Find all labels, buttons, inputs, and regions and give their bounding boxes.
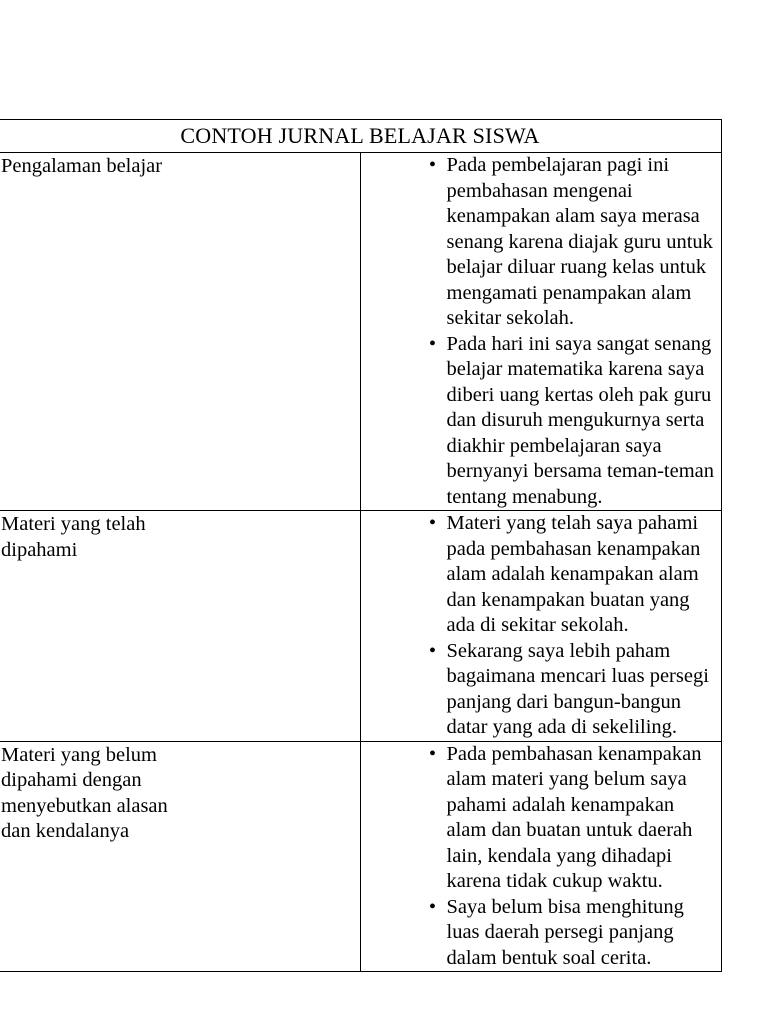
bullet-icon: •	[428, 742, 437, 765]
table-title: CONTOH JURNAL BELAJAR SISWA	[0, 120, 722, 153]
list-item-text: Pada pembahasan kenampakan alam materi yang belum saya pahami adalah kenampakan alam dan buatan untuk daerah lain, kendala yang dihadapi karena tidak cukup waktu.	[446, 742, 702, 892]
list-item	[428, 332, 718, 511]
bullet-list	[361, 153, 718, 510]
list-item	[428, 639, 718, 741]
list-item-text: Pada hari ini saya sangat senang belajar matematika karena saya diberi uang kertas oleh pak guru dan disuruh mengukurnya serta diakhir pembelajaran saya bernyanyi bersama teman-teman tentang menabung.	[446, 332, 715, 508]
list-item	[428, 895, 718, 972]
bullet-icon: •	[428, 154, 437, 176]
row-content-cell	[360, 153, 722, 511]
row-label-cell	[0, 153, 360, 511]
journal-table	[0, 119, 722, 972]
bullet-list	[361, 742, 718, 972]
table-title-row	[0, 120, 722, 153]
row-label-cell	[0, 511, 360, 742]
bullet-icon: •	[428, 895, 437, 918]
bullet-icon: •	[428, 512, 437, 534]
row-label: Pengalaman belajar	[1, 155, 163, 177]
row-content-cell	[360, 741, 722, 972]
list-item-text: Materi yang telah saya pahami pada pembahasan kenampakan alam adalah kenampakan alam dan kenampakan buatan yang ada di sekitar sekolah.	[446, 512, 701, 636]
table-row	[0, 741, 722, 972]
list-item	[428, 742, 718, 895]
bullet-icon: •	[428, 332, 437, 355]
row-label-cell	[0, 741, 360, 972]
row-label: Materi yang belum dipahami dengan menyebutkan alasan dan kendalanya	[1, 743, 168, 842]
bullet-icon: •	[428, 639, 437, 662]
row-content-cell	[360, 511, 722, 742]
table-row	[0, 511, 722, 742]
list-item-text: Pada pembelajaran pagi ini pembahasan mengenai kenampakan alam saya merasa senang karena diajak guru untuk belajar diluar ruang kelas untuk mengamati penampakan alam sekitar sekolah.	[446, 154, 713, 329]
bullet-list	[361, 511, 718, 741]
list-item-text: Sekarang saya lebih paham bagaimana mencari luas persegi panjang dari bangun-bangun datar yang ada di sekeliling.	[446, 639, 709, 738]
list-item	[428, 511, 718, 639]
list-item-text: Saya belum bisa menghitung luas daerah persegi panjang dalam bentuk soal cerita.	[446, 895, 684, 969]
list-item	[428, 153, 718, 332]
row-label: Materi yang telah dipahami	[1, 513, 146, 561]
table-row	[0, 153, 722, 511]
